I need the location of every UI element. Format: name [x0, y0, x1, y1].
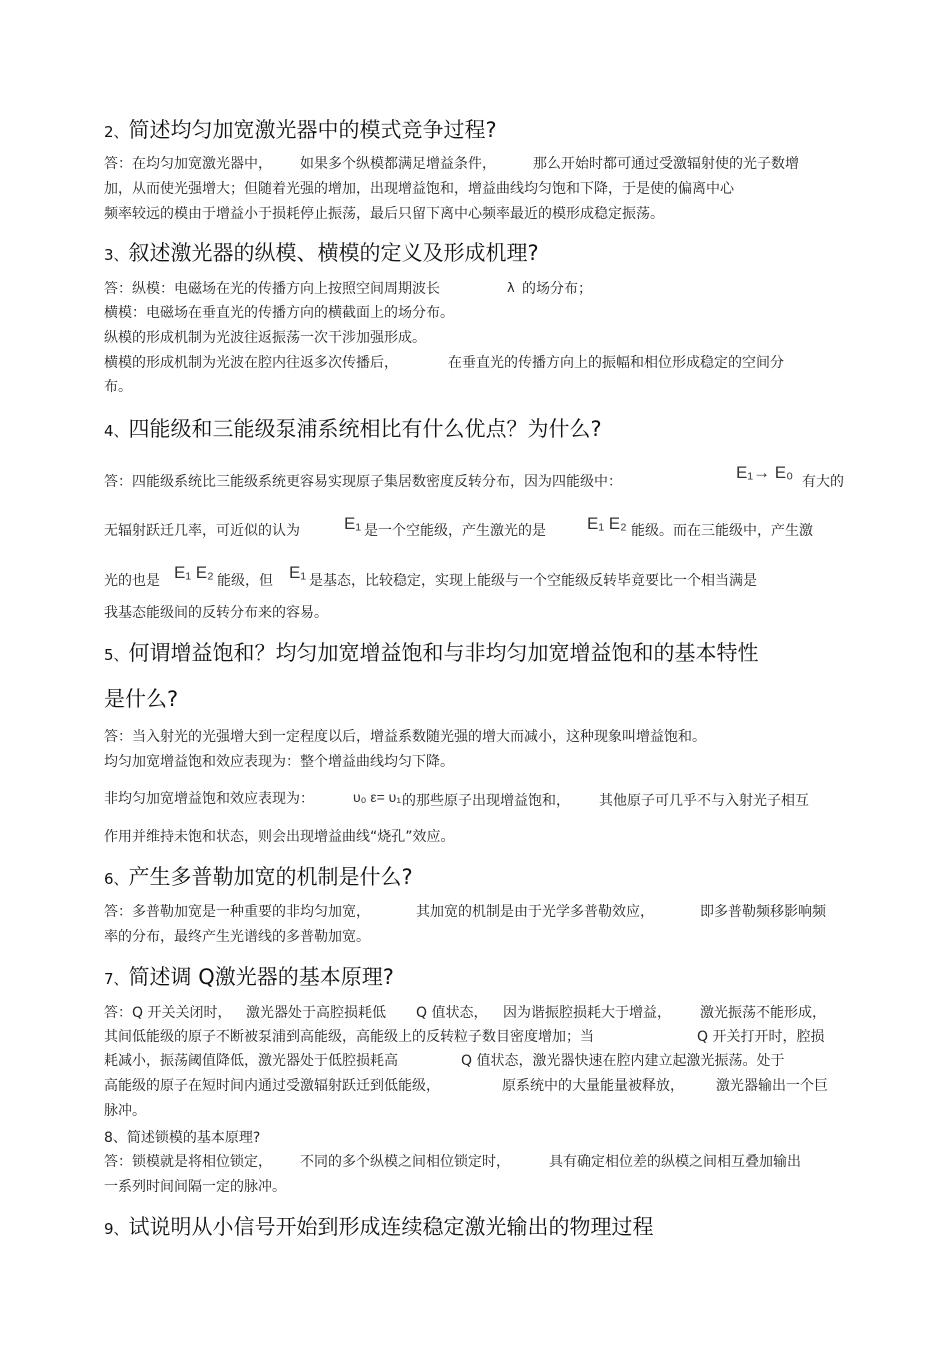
question-number: 2、: [104, 123, 129, 141]
answer-line: 横模的形成机制为光波在腔内往返多次传播后，: [104, 355, 398, 371]
answer-line: 的那些原子出现增益饱和，: [402, 793, 570, 809]
question-title: 产生多普勒加宽的机制是什么?: [128, 865, 413, 889]
answer-line: 激光振荡不能形成，: [700, 1005, 826, 1021]
question-title: 简述调 Q激光器的基本原理?: [128, 965, 394, 989]
answer-line: 那么开始时都可通过受激辐射使的光子数增: [533, 156, 799, 172]
answer-line: 其间低能级的原子不断被泵浦到高能级，高能级上的反转粒子数目密度增加；当: [104, 1029, 594, 1045]
formula-e1-e2: E₁ E₂: [174, 563, 214, 582]
answer-line: 是基态，比较稳定，实现上能级与一个空能级反转毕竟要比一个相当满是: [309, 573, 757, 589]
question-number: 3、: [104, 246, 129, 264]
answer-line: 我基态能级间的反转分布来的容易。: [104, 605, 328, 621]
answer-line: 无辐射跃迁几率，可近似的认为: [104, 523, 300, 539]
question-6-heading: [104, 864, 413, 892]
question-8-heading: 8、简述锁模的基本原理?: [104, 1130, 261, 1146]
question-title: 试说明从小信号开始到形成连续稳定激光输出的物理过程: [128, 1215, 654, 1239]
question-4-heading: [104, 416, 602, 444]
question-title: 何谓增益饱和？均匀加宽增益饱和与非均匀加宽增益饱和的基本特性: [128, 641, 759, 665]
answer-line: 答：四能级系统比三能级系统更容易实现原子集居数密度反转分布，因为四能级中：: [104, 474, 622, 490]
answer-line: 一系列时间间隔一定的脉冲。: [104, 1179, 286, 1195]
question-number: 5、: [104, 646, 129, 664]
answer-line: Q 值状态，激光器快速在腔内建立起激光振荡。处于: [461, 1053, 785, 1069]
answer-line: 频率较远的模由于增益小于损耗停止振荡，最后只留下离中心频率最近的模形成稳定振荡。: [104, 206, 664, 222]
answer-line: 答：锁模就是将相位锁定，: [104, 1154, 272, 1170]
answer-line: 原系统中的大量能量被释放，: [502, 1078, 684, 1094]
answer-line: 不同的多个纵模之间相位锁定时，: [300, 1154, 510, 1170]
answer-line: Q 开关打开时，腔损: [697, 1029, 825, 1045]
answer-line: 激光器处于高腔损耗低: [246, 1005, 386, 1021]
question-title: 简述均匀加宽激光器中的模式竞争过程?: [128, 118, 497, 142]
answer-line: 即多普勒频移影响频: [700, 904, 826, 920]
question-2-heading: [104, 117, 497, 145]
question-7-heading: [104, 964, 394, 992]
answer-line: 布。: [104, 379, 132, 395]
answer-line: 具有确定相位差的纵模之间相互叠加输出: [549, 1154, 801, 1170]
formula-e1-e0: E₁→ E₀: [736, 463, 794, 482]
formula-e1: E₁: [344, 514, 362, 533]
answer-line: 脉冲。: [104, 1103, 146, 1119]
answer-line: 如果多个纵模都满足增益条件，: [300, 156, 496, 172]
answer-line: 其他原子可几乎不与入射光子相互: [599, 793, 809, 809]
answer-line: 耗减小，振荡阈值降低，激光器处于低腔损耗高: [104, 1053, 398, 1069]
answer-line: 加，从而使光强增大；但随着光强的增加，出现增益饱和，增益曲线均匀饱和下降，于是使的偏离中心: [104, 181, 734, 197]
answer-line: 激光器输出一个巨: [716, 1078, 828, 1094]
answer-line: 率的分布，最终产生光谱线的多普勒加宽。: [104, 929, 370, 945]
formula-nu: υ₀ ε= υ₁: [353, 789, 402, 805]
answer-line: 是一个空能级，产生激光的是: [364, 523, 546, 539]
answer-line: 能级。而在三能级中，产生激: [631, 523, 813, 539]
formula-e1: E₁: [289, 563, 307, 582]
answer-line: 在垂直光的传播方向上的振幅和相位形成稳定的空间分: [448, 355, 784, 371]
answer-line: 其加宽的机制是由于光学多普勒效应，: [416, 904, 654, 920]
answer-line: 答：在均匀加宽激光器中，: [104, 156, 272, 172]
answer-line: 高能级的原子在短时间内通过受激辐射跃迁到低能级，: [104, 1078, 440, 1094]
answer-line: 答：多普勒加宽是一种重要的非均匀加宽，: [104, 904, 370, 920]
question-3-heading: [104, 240, 539, 268]
lambda-symbol: λ: [507, 281, 515, 296]
answer-line: 非均匀加宽增益饱和效应表现为：: [104, 791, 314, 807]
answer-line: 有大的: [802, 474, 844, 490]
question-number: 9、: [104, 1220, 129, 1238]
question-title: 叙述激光器的纵模、横模的定义及形成机理?: [128, 241, 539, 265]
answer-line: 因为谐振腔损耗大于增益，: [503, 1005, 671, 1021]
answer-line: 答：纵模：电磁场在光的传播方向上按照空间周期波长: [104, 281, 440, 297]
answer-line: 作用并维持未饱和状态，则会出现增益曲线“烧孔”效应。: [104, 829, 455, 845]
answer-line: 答：当入射光的光强增大到一定程度以后，增益系数随光强的增大而减小，这种现象叫增益饱和。: [104, 729, 706, 745]
answer-line: 的场分布；: [522, 281, 592, 297]
answer-line: 答：Q 开关关闭时，: [104, 1005, 232, 1021]
answer-line: 横模：电磁场在垂直光的传播方向的横截面上的场分布。: [104, 305, 454, 321]
question-number: 6、: [104, 870, 129, 888]
answer-line: 光的也是: [104, 573, 160, 589]
answer-line: 均匀加宽增益饱和效应表现为：整个增益曲线均匀下降。: [104, 754, 454, 770]
question-number: 4、: [104, 422, 129, 440]
question-number: 7、: [104, 970, 129, 988]
answer-line: Q 值状态，: [416, 1005, 488, 1021]
formula-e1-e2: E₁ E₂: [587, 514, 627, 533]
answer-line: 纵模的形成机制为光波往返振荡一次干涉加强形成。: [104, 330, 426, 346]
question-title: 四能级和三能级泵浦系统相比有什么优点？为什么?: [128, 417, 602, 441]
question-5-heading: [104, 640, 759, 668]
question-5-heading-cont: 是什么?: [104, 687, 179, 711]
question-9-heading: [104, 1214, 654, 1242]
answer-line: 能级，但: [217, 573, 273, 589]
